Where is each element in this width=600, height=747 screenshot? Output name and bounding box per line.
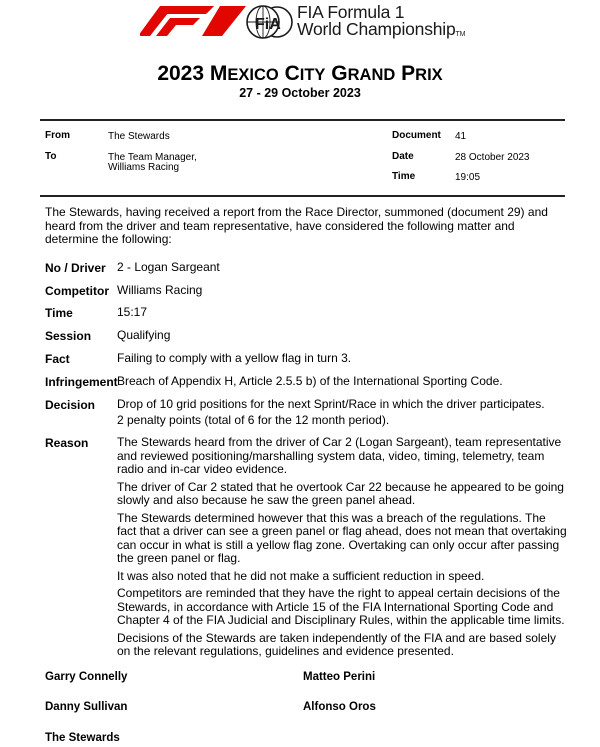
date-label: Date	[392, 151, 414, 162]
trademark-mark: TM	[455, 31, 466, 38]
reason-paragraph: It was also noted that he did not make a sufficient reduction in speed.	[117, 568, 485, 583]
date-value: 28 October 2023	[455, 152, 530, 163]
stewards-footer: The Stewards	[45, 732, 120, 744]
steward-signature: Matteo Perini	[303, 671, 376, 683]
brand-wordmark	[297, 4, 465, 43]
competitor-value: Williams Racing	[117, 283, 203, 297]
decision-value	[117, 398, 567, 431]
infringement-label: Infringement	[45, 375, 118, 389]
brand-line-1: FIA Formula 1	[297, 2, 405, 22]
driver-label: No / Driver	[45, 261, 106, 275]
reason-paragraph: The Stewards heard from the driver of Car 2 (Logan Sargeant), team representative and reviewed positioning/marshalling system data, video, timing, telemetry, team radio and in-car video evidence.	[117, 435, 562, 476]
event-dates: 27 - 29 October 2023	[239, 86, 361, 100]
intro-paragraph: The Stewards, having received a report from the Race Director, summoned (document 29) and heard from the driver and team representative, have considered the following matter and determine the following:	[45, 205, 548, 246]
to-label: To	[45, 151, 57, 162]
divider-top	[40, 119, 565, 121]
reason-paragraph: Decisions of the Stewards are taken independently of the FIA and are based solely on the relevant regulations, guidelines and evidence presented.	[117, 630, 556, 658]
svg-text:FiA: FiA	[255, 16, 281, 33]
event-title: 2023 MEXICO CITY GRAND PRIX	[157, 62, 443, 85]
reason-paragraph: Competitors are reminded that they have the right to appeal certain decisions of the Stewards, in accordance with Article 15 of the FIA International Sporting Code and Chapter 4 of the FIA Judicial and Disciplinary Rules, within the applicable time limits.	[117, 586, 565, 627]
driver-value: 2 - Logan Sargeant	[117, 260, 220, 274]
time-of-incident-label: Time	[45, 306, 73, 320]
fia-logo-icon	[246, 3, 294, 41]
to-value-line-2: Williams Racing	[108, 162, 180, 173]
infringement-value: Breach of Appendix H, Article 2.5.5 b) of the International Sporting Code.	[117, 374, 503, 388]
steward-signature: Alfonso Oros	[303, 701, 376, 713]
steward-signature: Garry Connelly	[45, 671, 128, 683]
f1-logo-icon	[140, 6, 246, 36]
from-label: From	[45, 130, 70, 141]
document-header	[0, 0, 600, 50]
session-label: Session	[45, 329, 92, 343]
reason-paragraph: The Stewards determined however that this was a breach of the regulations. The fact that a driver can see a green panel or flag ahead, does not mean that overtaking can occur in what is still a yellow flag zone. Overtaking can only occur after passing the green panel or flag.	[117, 510, 567, 565]
fact-label: Fact	[45, 352, 70, 366]
time-of-incident-value: 15:17	[117, 305, 148, 319]
time-label: Time	[392, 171, 416, 182]
reason-paragraph: The driver of Car 2 stated that he overtook Car 22 because he appeared to be going slowly and also because he saw the green panel ahead.	[117, 479, 564, 507]
time-value: 19:05	[455, 172, 481, 183]
competitor-label: Competitor	[45, 284, 109, 298]
document-label: Document	[392, 130, 441, 141]
from-value: The Stewards	[108, 131, 170, 142]
steward-signature: Danny Sullivan	[45, 701, 128, 713]
document-number: 41	[455, 131, 467, 142]
decision-label: Decision	[45, 398, 96, 412]
decision-line: 2 penalty points (total of 6 for the 12 month period).	[117, 412, 390, 427]
fact-value: Failing to comply with a yellow flag in turn 3.	[117, 351, 352, 365]
decision-line: Drop of 10 grid positions for the next Sprint/Race in which the driver participates.	[117, 397, 545, 411]
divider-bottom	[40, 195, 565, 197]
to-value-line-1: The Team Manager,	[108, 152, 197, 163]
brand-line-2: World Championship	[297, 19, 456, 39]
reason-value	[117, 436, 567, 663]
session-value: Qualifying	[117, 328, 171, 342]
reason-label: Reason	[45, 436, 89, 450]
